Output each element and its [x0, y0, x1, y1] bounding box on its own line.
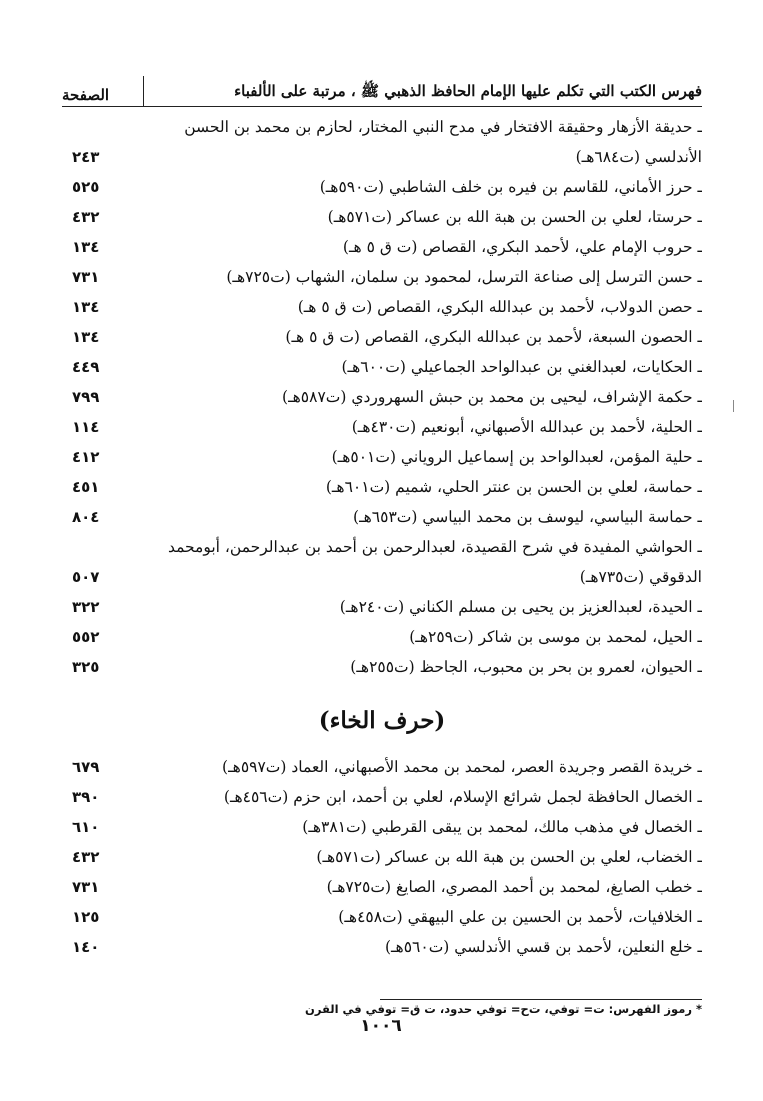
index-entry [62, 172, 702, 202]
index-entry [62, 472, 702, 502]
entry-title: ـ خطب الصايغ، لمحمد بن أحمد المصري، الصايغ (ت٧٢٥هـ) [326, 878, 702, 896]
index-entry [62, 842, 702, 872]
entry-page: ٤١٢ [72, 448, 100, 466]
entry-page: ٥٥٢ [72, 628, 100, 646]
entry-page: ٥٢٥ [72, 178, 100, 196]
entry-title: ـ حماسة، لعلي بن الحسن بن عنتر الحلي، شميم (ت٦٠١هـ) [325, 478, 702, 496]
entry-page: ١٣٤ [72, 328, 100, 346]
entry-title: ـ حديقة الأزهار وحقيقة الافتخار في مدح النبي المختار، لحازم بن محمد بن الحسن الأندلسي (ت٦٨٤هـ) [184, 118, 702, 166]
entry-title: ـ خلع النعلين، لأحمد بن قسي الأندلسي (ت٥٦٠هـ) [384, 938, 702, 956]
index-entry [62, 622, 702, 652]
header-page-label: الصفحة [62, 86, 110, 104]
entry-title: ـ الحيدة، لعبدالعزيز بن يحيى بن مسلم الكناني (ت٢٤٠هـ) [339, 598, 702, 616]
page-header [62, 74, 702, 104]
entry-page: ١٤٠ [72, 938, 100, 956]
index-entry [62, 872, 702, 902]
index-entry [62, 502, 702, 532]
entry-title: ـ الخصال الحافظة لجمل شرائع الإسلام، لعلي بن أحمد، ابن حزم (ت٤٥٦هـ) [223, 788, 702, 806]
index-entry [62, 322, 702, 352]
index-entry [62, 812, 702, 842]
index-entry [62, 652, 702, 682]
index-entry [62, 262, 702, 292]
entry-page: ٥٠٧ [72, 568, 100, 586]
entry-page: ١١٤ [72, 418, 100, 436]
entry-title: ـ الحلية، لأحمد بن عبدالله الأصبهاني، أبونعيم (ت٤٣٠هـ) [351, 418, 702, 436]
index-entry [62, 932, 702, 962]
entry-title: ـ الحواشي المفيدة في شرح القصيدة، لعبدالرحمن بن أحمد بن عبدالرحمن، أبومحمد الدقوقي (ت٧٣٥هـ) [167, 538, 702, 586]
entry-title: ـ الخلافيات، لأحمد بن الحسين بن علي البيهقي (ت٤٥٨هـ) [338, 908, 702, 926]
entry-page: ١٢٥ [72, 908, 100, 926]
scan-mark [733, 400, 734, 412]
entry-title: ـ حروب الإمام علي، لأحمد البكري، القصاص (ت ق ٥ هـ) [342, 238, 702, 256]
index-entry [62, 232, 702, 262]
entry-title: ـ الحيوان، لعمرو بن بحر بن محبوب، الجاحظ (ت٢٥٥هـ) [350, 658, 702, 676]
entry-page: ٧٩٩ [72, 388, 100, 406]
section-title: (حرف الخاء) [318, 707, 446, 734]
entries-list-kha [62, 752, 702, 962]
entry-title: ـ الخصال في مذهب مالك، لمحمد بن يبقى القرطبي (ت٣٨١هـ) [302, 818, 702, 836]
entry-title: ـ خريدة القصر وجريدة العصر، لمحمد بن محمد الأصبهاني، العماد (ت٥٩٧هـ) [222, 758, 702, 776]
footnote: * رموز الفهرس: ت= توفي، ت‌ح= توفي حدود، ت ق= توفي في القرن [305, 1002, 702, 1016]
index-entry [62, 382, 702, 412]
entry-page: ٤٤٩ [72, 358, 100, 376]
entry-title: ـ حصن الدولاب، لأحمد بن عبدالله البكري، القصاص (ت ق ٥ هـ) [297, 298, 702, 316]
index-entry [62, 532, 702, 592]
index-entry [62, 292, 702, 322]
entry-page: ١٣٤ [72, 298, 100, 316]
entry-page: ٢٤٣ [72, 148, 100, 166]
entry-title: ـ حماسة البياسي، ليوسف بن محمد البياسي (ت٦٥٣هـ) [353, 508, 702, 526]
entry-page: ٤٣٢ [72, 208, 100, 226]
index-entry [62, 902, 702, 932]
entry-page: ٣٢٥ [72, 658, 100, 676]
index-entries [62, 112, 702, 962]
entry-page: ٨٠٤ [72, 508, 100, 526]
index-entry [62, 352, 702, 382]
entries-list-ha [62, 112, 702, 682]
index-entry [62, 752, 702, 782]
entry-title: ـ حرز الأماني، للقاسم بن فيره بن خلف الشاطبي (ت٥٩٠هـ) [319, 178, 702, 196]
index-entry [62, 412, 702, 442]
entry-page: ١٣٤ [72, 238, 100, 256]
entry-title: ـ حرستا، لعلي بن الحسن بن هبة الله بن عساكر (ت٥٧١هـ) [327, 208, 702, 226]
header-title: فهرس الكتب التي تكلم عليها الإمام الحافظ الذهبي ﷺ ، مرتبة على الألفباء [234, 82, 702, 100]
page-number: ١٠٠٦ [360, 1016, 402, 1036]
entry-page: ٦٧٩ [72, 758, 100, 776]
index-entry [62, 592, 702, 622]
index-entry [62, 782, 702, 812]
entry-page: ٧٣١ [72, 268, 100, 286]
entry-title: ـ الحصون السبعة، لأحمد بن عبدالله البكري، القصاص (ت ق ٥ هـ) [285, 328, 702, 346]
entry-title: ـ الحكايات، لعبدالغني بن عبدالواحد الجماعيلي (ت٦٠٠هـ) [341, 358, 702, 376]
entry-page: ٤٣٢ [72, 848, 100, 866]
header-column-divider [143, 76, 144, 106]
footnote-rule [380, 999, 702, 1000]
entry-title: ـ الخضاب، لعلي بن الحسن بن هبة الله بن عساكر (ت٥٧١هـ) [316, 848, 702, 866]
entry-title: ـ حلية المؤمن، لعبدالواحد بن إسماعيل الروياني (ت٥٠١هـ) [331, 448, 702, 466]
entry-title: ـ حكمة الإشراف، ليحيى بن محمد بن حبش السهروردي (ت٥٨٧هـ) [282, 388, 702, 406]
entry-page: ٧٣١ [72, 878, 100, 896]
entry-title: ـ الحيل، لمحمد بن موسى بن شاكر (ت٢٥٩هـ) [409, 628, 702, 646]
entry-page: ٦١٠ [72, 818, 100, 836]
entry-title: ـ حسن الترسل إلى صناعة الترسل، لمحمود بن سلمان، الشهاب (ت٧٢٥هـ) [226, 268, 702, 286]
header-rule [62, 106, 702, 107]
index-entry [62, 442, 702, 472]
entry-page: ٣٩٠ [72, 788, 100, 806]
index-entry [62, 202, 702, 232]
index-entry [62, 112, 702, 172]
entry-page: ٣٢٢ [72, 598, 100, 616]
entry-page: ٤٥١ [72, 478, 100, 496]
